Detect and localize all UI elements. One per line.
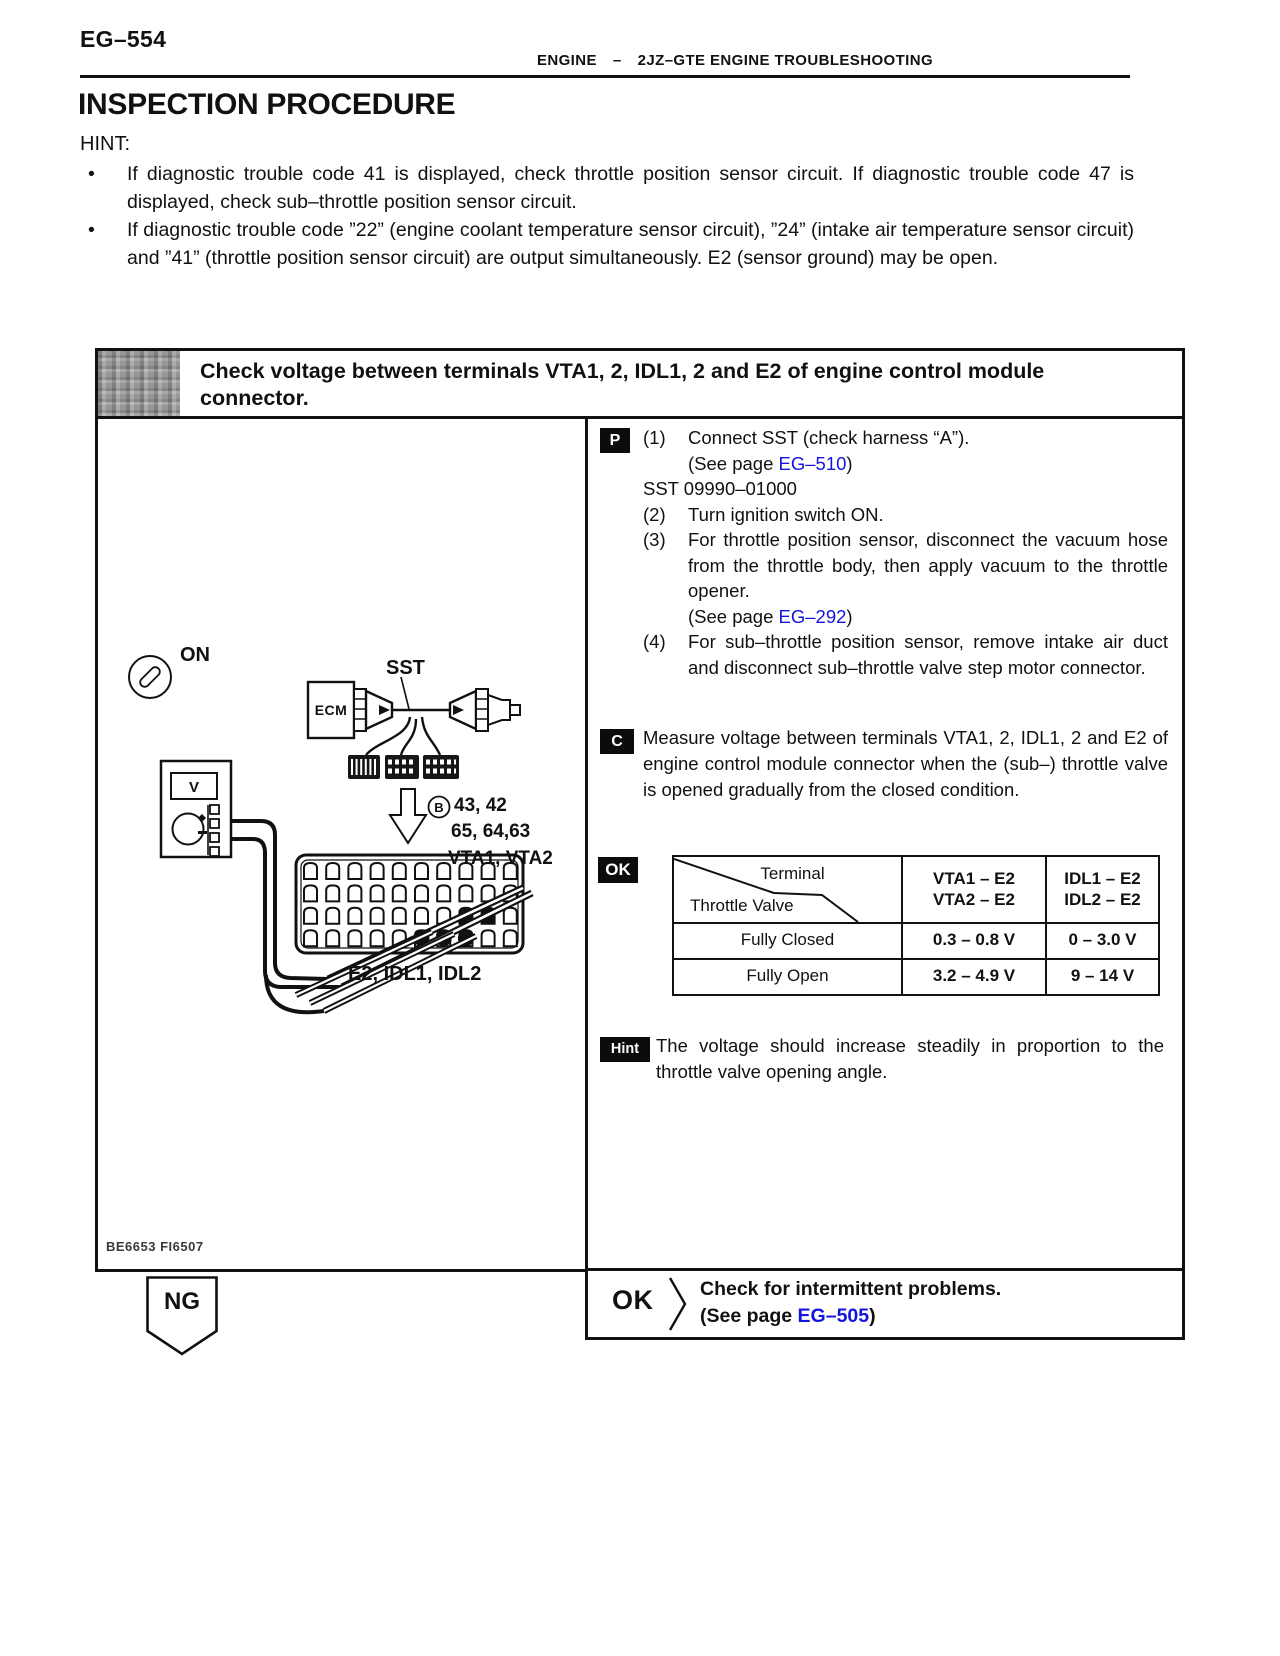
instruction-line xyxy=(688,604,1168,630)
instruction-line xyxy=(643,527,1168,604)
page-title: INSPECTION PROCEDURE xyxy=(78,88,456,121)
svg-text:B: B xyxy=(434,800,444,815)
procedure-panel xyxy=(585,419,1185,1340)
row-label: Fully Open xyxy=(746,966,829,985)
prepare-badge: P xyxy=(600,428,630,453)
corner-label-throttle-valve: Throttle Valve xyxy=(690,896,794,915)
down-arrow-icon xyxy=(390,789,426,843)
result-line1: Check for intermittent problems. xyxy=(700,1278,1002,1300)
step-texture-swatch xyxy=(98,351,180,416)
table-col-header xyxy=(901,857,1045,922)
hint-bullet xyxy=(88,160,1134,216)
hint-bullet-text: If diagnostic trouble code ”22” (engine coolant temperature sensor circuit), ”24” (intake air temperature sensor circuit) and ”41” (throttle position sensor circuit) are output simultaneously. E2 (sensor ground) may be open. xyxy=(127,219,1134,269)
svg-text:V: V xyxy=(188,779,200,796)
see-page-prefix: (See page xyxy=(700,1305,798,1327)
sst-label: SST xyxy=(386,657,425,679)
corner-label-terminal: Terminal xyxy=(760,864,825,883)
instruction-line xyxy=(643,425,1168,451)
table-col-header xyxy=(1045,857,1158,922)
bottom-terminals-label: E2, IDL1, IDL2 xyxy=(348,963,482,985)
instruction-text: Turn ignition switch ON. xyxy=(688,503,884,525)
hint-bullet-text: If diagnostic trouble code 41 is displayed, check throttle position sensor circuit. If diagnostic trouble code 47 is displayed, check sub–throttle position sensor circuit. xyxy=(127,163,1134,213)
col-header-line: IDL2 – E2 xyxy=(1064,890,1141,909)
row-value: 9 – 14 V xyxy=(1045,960,1158,994)
instruction-line: SST 09990–01000 xyxy=(643,478,797,499)
step-box-header xyxy=(95,348,1185,419)
ok-result-row xyxy=(588,1268,1182,1337)
row-label: Fully Closed xyxy=(740,930,835,949)
terminal-numbers-line3: VTA1, VTA2 xyxy=(448,848,553,869)
hint-bullet-list xyxy=(88,160,1134,272)
page-link[interactable]: EG–510 xyxy=(778,452,847,474)
connector-b-icon xyxy=(429,797,450,818)
instruction-number: (2) xyxy=(643,503,666,525)
section-title: 2JZ–GTE ENGINE TROUBLESHOOTING xyxy=(637,52,934,69)
instruction-line xyxy=(643,502,1168,528)
instruction-number: (4) xyxy=(643,631,666,652)
instruction-number: (3) xyxy=(643,529,666,550)
section-name: ENGINE xyxy=(536,52,597,69)
check-connector-blocks xyxy=(348,755,459,779)
figure-code: BE6653 FI6507 xyxy=(106,1239,204,1254)
voltmeter-icon xyxy=(161,761,231,857)
ecm-label: ECM xyxy=(314,702,348,718)
wiring-diagram xyxy=(98,419,585,1269)
page-number: EG–554 xyxy=(80,26,167,52)
hint-badge: Hint xyxy=(600,1037,650,1062)
instruction-line xyxy=(643,629,1168,680)
terminal-numbers-line1: 43, 42 xyxy=(454,795,507,816)
table-corner-cell xyxy=(674,857,901,922)
see-page-suffix: ) xyxy=(869,1305,876,1327)
ok-result-label: OK xyxy=(612,1285,654,1315)
hint-label: HINT: xyxy=(80,133,130,155)
page-link[interactable]: EG–505 xyxy=(797,1305,870,1327)
row-value: 0.3 – 0.8 V xyxy=(901,924,1045,958)
row-value: 0 – 3.0 V xyxy=(1045,924,1158,958)
voltage-spec-table xyxy=(672,855,1160,996)
ok-arrow-icon xyxy=(668,1276,690,1332)
page-link[interactable]: EG–292 xyxy=(778,605,847,627)
check-instruction: Measure voltage between terminals VTA1, 2, IDL1, 2 and E2 of engine control module connector when the (sub–) throttle valve is opened gradually from the closed condition. xyxy=(643,727,1168,800)
hint-bullet xyxy=(88,216,1134,272)
bullet-icon: • xyxy=(88,219,95,241)
terminal-numbers-line2: 65, 64,63 xyxy=(451,821,531,842)
instruction-text: For throttle position sensor, disconnect the vacuum hose from the throttle body, then apply vacuum to the throttle opener. xyxy=(688,529,1168,601)
instruction-text: For sub–throttle position sensor, remove intake air duct and disconnect sub–throttle valve step motor connector. xyxy=(688,631,1168,678)
col-header-line: VTA1 – E2 xyxy=(933,869,1015,888)
see-page-prefix: (See page xyxy=(688,452,779,474)
col-header-line: VTA2 – E2 xyxy=(933,890,1015,909)
section-header xyxy=(190,52,1280,69)
check-badge: C xyxy=(600,729,634,754)
ng-badge xyxy=(146,1276,220,1358)
diagram-panel xyxy=(95,419,585,1272)
step-title: Check voltage between terminals VTA1, 2, IDL1, 2 and E2 of engine control module connector. xyxy=(200,359,1045,410)
ok-spec-badge: OK xyxy=(598,857,638,883)
result-text xyxy=(700,1276,1001,1330)
bullet-icon: • xyxy=(88,163,95,185)
instruction-line xyxy=(688,451,1168,477)
hint-instruction: The voltage should increase steadily in proportion to the throttle valve opening angle. xyxy=(656,1035,1164,1082)
ignition-key-icon xyxy=(129,656,171,698)
ignition-on-label: ON xyxy=(180,644,210,666)
instruction-text: Connect SST (check harness “A”). xyxy=(688,427,970,448)
see-page-suffix: ) xyxy=(846,605,853,627)
instruction-number: (1) xyxy=(643,427,666,448)
section-dash: – xyxy=(612,52,622,69)
prepare-instructions xyxy=(643,425,1168,680)
see-page-prefix: (See page xyxy=(688,605,779,627)
col-header-line: IDL1 – E2 xyxy=(1064,869,1141,888)
table-row xyxy=(674,922,1158,958)
table-row xyxy=(674,958,1158,994)
result-line2 xyxy=(700,1303,1001,1330)
row-value: 3.2 – 4.9 V xyxy=(901,960,1045,994)
see-page-suffix: ) xyxy=(846,452,853,474)
ng-label: NG xyxy=(164,1288,200,1315)
header-rule xyxy=(80,75,1130,78)
